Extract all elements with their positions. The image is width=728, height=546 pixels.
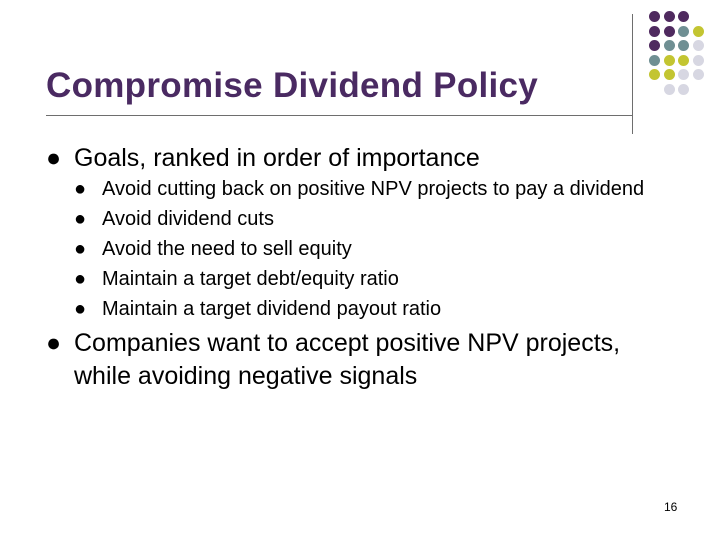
bullet-icon: ●: [46, 329, 62, 357]
sub-bullet-text: Avoid dividend cuts: [102, 208, 274, 230]
decorative-dot: [693, 55, 704, 66]
bullet-icon: ●: [74, 178, 87, 200]
sub-bullet-item: [46, 297, 666, 321]
slide-title: Compromise Dividend Policy: [46, 66, 539, 105]
decorative-dot: [678, 26, 689, 37]
sub-bullet-text: Maintain a target dividend payout ratio: [102, 298, 442, 320]
decorative-dot: [649, 69, 660, 80]
bullet-text: Companies want to accept positive NPV projects, while avoiding negative signals: [74, 329, 621, 390]
sub-bullet-item: [46, 237, 666, 261]
bullet-item: [46, 142, 666, 175]
decorative-dot: [664, 55, 675, 66]
bullet-item: [46, 327, 666, 393]
decorative-dot: [664, 11, 675, 22]
decorative-dot: [649, 11, 660, 22]
decorative-dot: [664, 26, 675, 37]
decorative-dot: [649, 40, 660, 51]
sub-bullet-text: Maintain a target debt/equity ratio: [102, 268, 399, 290]
sub-bullet-text: Avoid cutting back on positive NPV projects to pay a dividend: [102, 178, 645, 200]
page-number: 16: [664, 500, 678, 514]
bullet-list: [46, 142, 666, 395]
decorative-dot: [693, 40, 704, 51]
sub-bullet-text: Avoid the need to sell equity: [102, 238, 352, 260]
bullet-icon: ●: [74, 238, 87, 260]
decorative-dot: [678, 11, 689, 22]
decorative-dot: [649, 26, 660, 37]
sub-bullet-item: [46, 177, 666, 201]
sub-bullet-list: [46, 177, 666, 321]
decorative-dot: [678, 84, 689, 95]
title-divider-vertical: [632, 14, 633, 134]
sub-bullet-item: [46, 267, 666, 291]
title-divider-horizontal: [46, 115, 632, 116]
bullet-icon: ●: [46, 144, 62, 172]
decorative-dot: [678, 69, 689, 80]
bullet-icon: ●: [74, 268, 87, 290]
decorative-dot: [664, 84, 675, 95]
decorative-dot: [678, 40, 689, 51]
decorative-dot: [693, 69, 704, 80]
decorative-dot: [678, 55, 689, 66]
bullet-icon: ●: [74, 298, 87, 320]
decorative-dot: [664, 40, 675, 51]
decorative-dot: [649, 55, 660, 66]
bullet-text: Goals, ranked in order of importance: [74, 144, 480, 172]
decorative-dot: [693, 26, 704, 37]
decorative-dot: [664, 69, 675, 80]
bullet-icon: ●: [74, 208, 87, 230]
sub-bullet-item: [46, 207, 666, 231]
